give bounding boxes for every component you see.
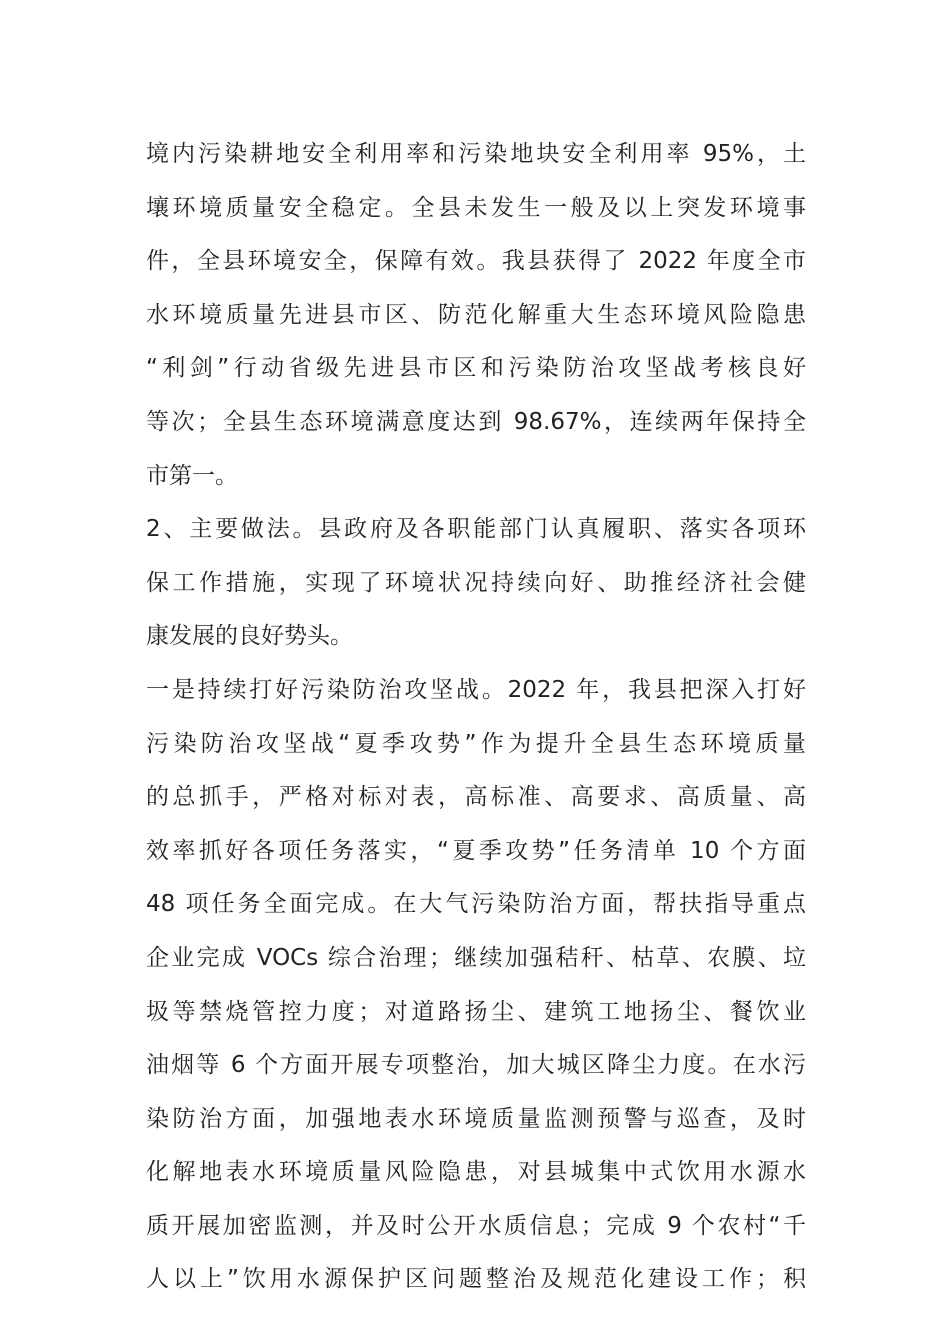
text-line: 壤环境质量安全稳定。全县未发生一般及以上突发环境事 [146,194,806,221]
text-line: 保工作措施，实现了环境状况持续向好、助推经济社会健 [146,569,806,596]
text-line: 圾等禁烧管控力度；对道路扬尘、建筑工地扬尘、餐饮业 [146,998,806,1025]
text-line: 2、主要做法。县政府及各职能部门认真履职、落实各项环 [146,516,806,543]
text-line: 染防治方面，加强地表水环境质量监测预警与巡查，及时 [146,1105,806,1132]
text-line: 市第一。 [146,462,238,489]
text-line: 水环境质量先进县市区、防范化解重大生态环境风险隐患 [146,301,806,328]
text-line: 效率抓好各项任务落实，“夏季攻势”任务清单 10 个方面 [146,837,806,864]
text-line: 人以上”饮用水源保护区问题整治及规范化建设工作；积 [146,1266,806,1293]
text-line: 康发展的良好势头。 [146,623,353,650]
text-line: 质开展加密监测，并及时公开水质信息；完成 9 个农村“千 [146,1212,806,1239]
text-line: “利剑”行动省级先进县市区和污染防治攻坚战考核良好 [146,355,806,382]
text-line: 件，全县环境安全，保障有效。我县获得了 2022 年度全市 [146,248,806,275]
text-line: 的总抓手，严格对标对表，高标准、高要求、高质量、高 [146,784,806,811]
text-line: 一是持续打好污染防治攻坚战。2022 年，我县把深入打好 [146,676,806,703]
text-line: 等次；全县生态环境满意度达到 98.67%，连续两年保持全 [146,408,806,435]
text-line: 48 项任务全面完成。在大气污染防治方面，帮扶指导重点 [146,891,806,918]
body-text [146,128,806,1307]
text-line: 境内污染耕地安全利用率和污染地块安全利用率 95%，土 [146,141,806,167]
text-line: 油烟等 6 个方面开展专项整治，加大城区降尘力度。在水污 [146,1052,806,1079]
text-line: 企业完成 VOCs 综合治理；继续加强秸秆、枯草、农膜、垃 [146,944,806,971]
text-line: 化解地表水环境质量风险隐患，对县城集中式饮用水源水 [146,1159,806,1186]
text-line: 污染防治攻坚战“夏季攻势”作为提升全县生态环境质量 [146,730,806,757]
